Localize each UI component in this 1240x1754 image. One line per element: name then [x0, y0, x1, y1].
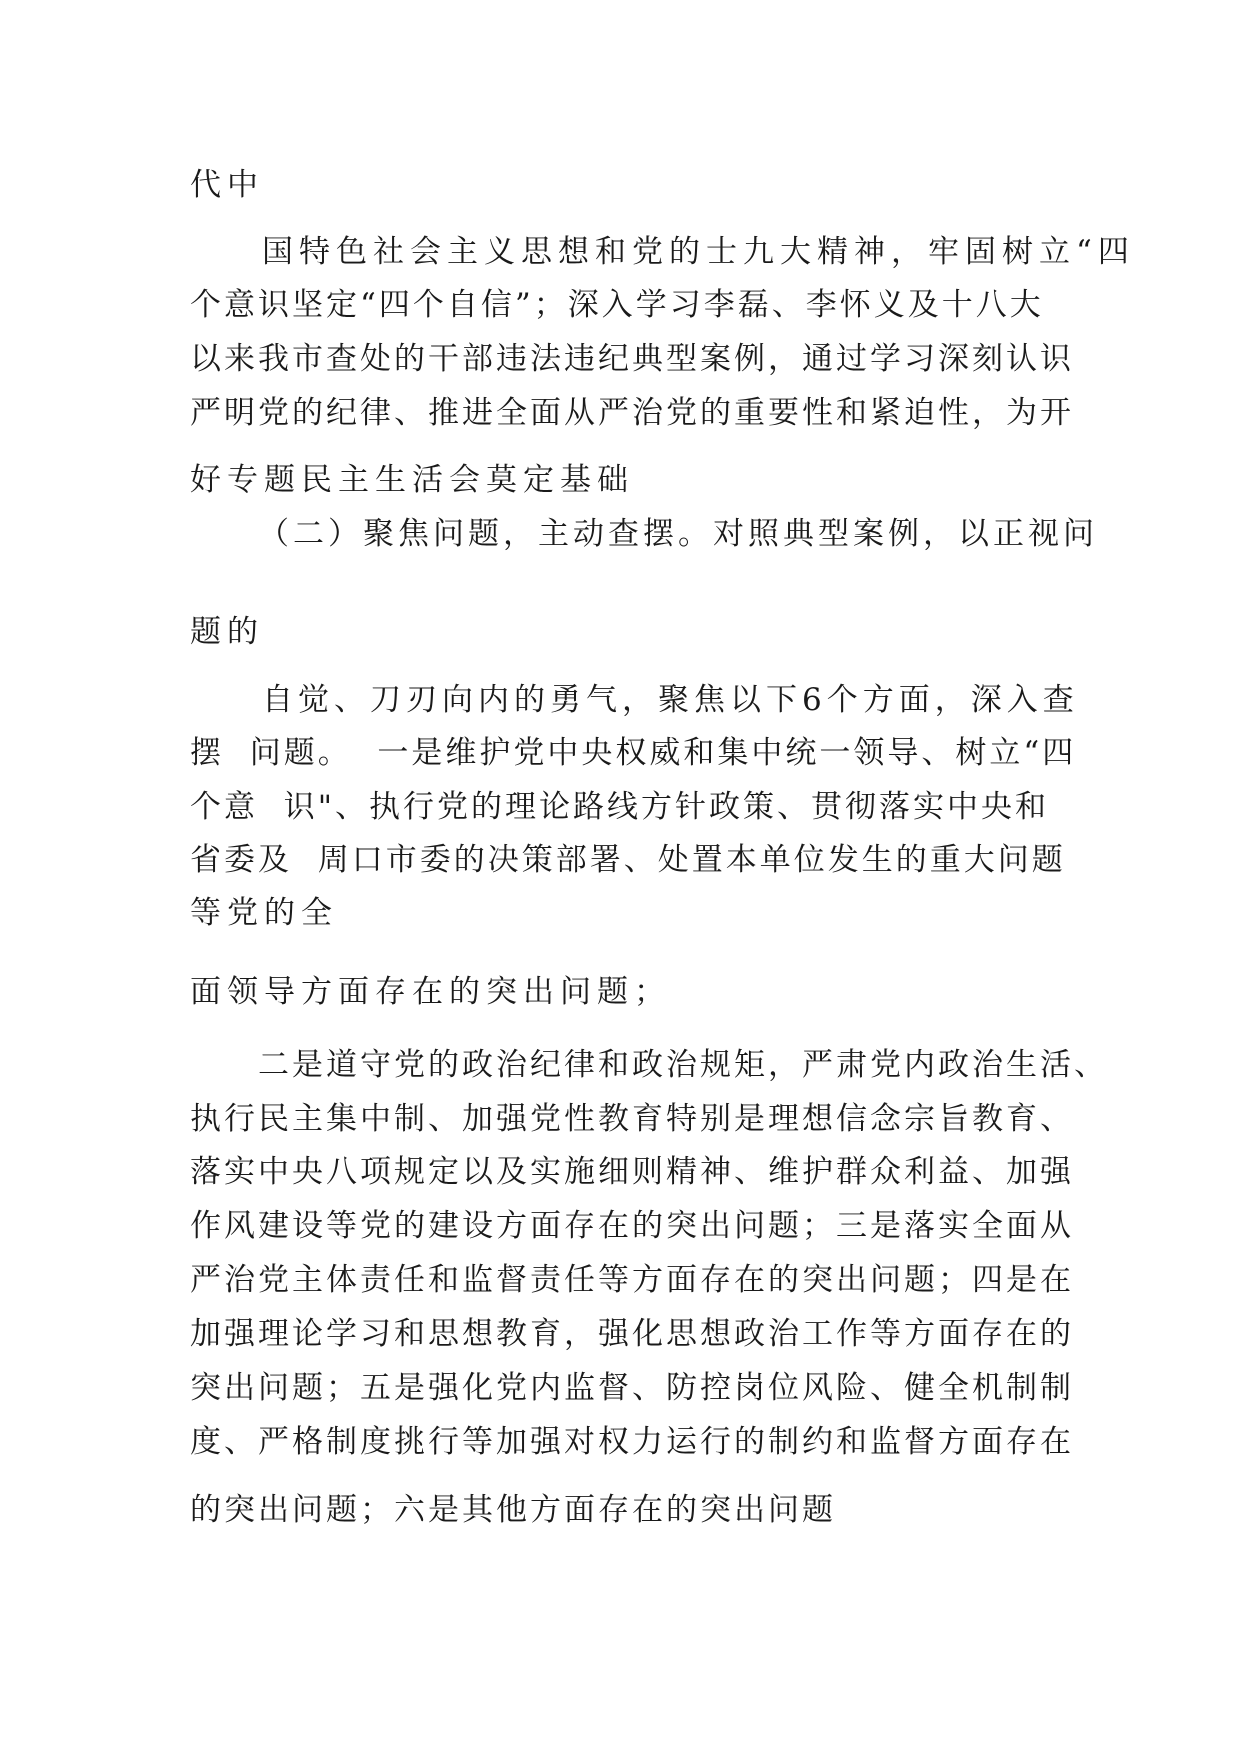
- text-line-6: 好专题民主生活会莫定基础: [190, 462, 634, 498]
- text-line-12: 省委及 周口市委的决策部署、处置本单位发生的重大问题: [190, 842, 1066, 878]
- text-line-21: 突出问题；五是强化党内监督、防控岗位风险、健全机制制: [190, 1370, 1074, 1406]
- text-line-13: 等党的全: [190, 895, 338, 931]
- text-line-10: 摆 问题。 一是维护党中央权威和集中统一领导、树立“四: [190, 735, 1077, 771]
- text-line-2: 国特色社会主义思想和党的士九大精神，牢固树立“四: [262, 234, 1135, 270]
- text-line-7: （二）聚焦问题，主动查摆。对照典型案例，以正视问: [258, 516, 1098, 552]
- text-line-4: 以来我市查处的干部违法违纪典型案例，通过学习深刻认识: [190, 341, 1074, 377]
- text-line-3: 个意识坚定“四个自信”；深入学习李磊、李怀义及十八大: [190, 287, 1044, 323]
- text-line-17: 落实中央八项规定以及实施细则精神、维护群众利益、加强: [190, 1154, 1074, 1190]
- text-line-22: 度、严格制度挑行等加强对权力运行的制约和监督方面存在: [190, 1424, 1074, 1460]
- text-line-19: 严治党主体责任和监督责任等方面存在的突出问题；四是在: [190, 1262, 1074, 1298]
- text-line-16: 执行民主集中制、加强党性教育特别是理想信念宗旨教育、: [190, 1101, 1074, 1137]
- text-line-11: 个意 识"、执行党的理论路线方针政策、贯彻落实中央和: [190, 789, 1049, 825]
- text-line-23: 的突出问题；六是其他方面存在的突出问题: [190, 1492, 836, 1528]
- text-line-1: 代中: [190, 167, 264, 203]
- text-line-9: 自觉、刀刃向内的勇气，聚焦以下6个方面，深入查: [262, 682, 1079, 718]
- text-line-14: 面领导方面存在的突出问题；: [190, 974, 671, 1010]
- text-line-15: 二是道守党的政治纪律和政治规矩，严肃党内政治生活、: [258, 1047, 1108, 1083]
- text-line-18: 作风建设等党的建设方面存在的突出问题；三是落实全面从: [190, 1208, 1074, 1244]
- text-line-8: 题的: [190, 614, 264, 650]
- text-line-20: 加强理论学习和思想教育，强化思想政治工作等方面存在的: [190, 1316, 1074, 1352]
- text-line-5: 严明党的纪律、推进全面从严治党的重要性和紧迫性，为开: [190, 395, 1074, 431]
